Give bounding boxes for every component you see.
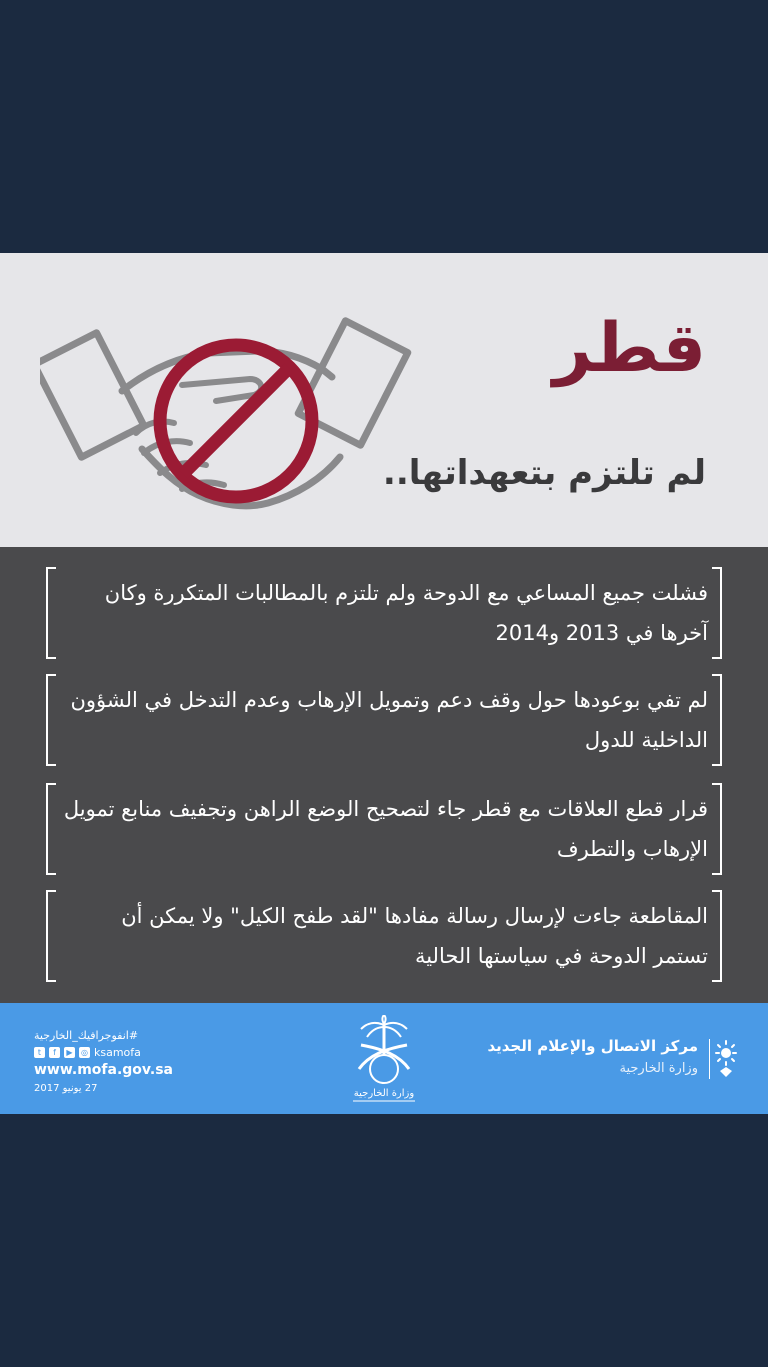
footer-divider <box>709 1039 710 1079</box>
center-name: مركز الاتصال والإعلام الجديد <box>487 1037 698 1055</box>
list-item <box>46 674 722 766</box>
hashtag: #انفوجرافيك_الخارجية <box>34 1029 139 1042</box>
emblem-caption: وزارة الخارجية <box>353 1088 415 1099</box>
points-section <box>0 547 768 1003</box>
facebook-icon[interactable]: f <box>49 1047 60 1058</box>
bottom-letterbox <box>0 1114 768 1367</box>
saudi-emblem-icon <box>345 1015 423 1105</box>
header-subtitle: لم تلتزم بتعهداتها.. <box>382 453 706 493</box>
footer-section <box>0 1003 768 1114</box>
sun-logo-icon <box>714 1039 738 1079</box>
point-text: لم تفي بوعودها حول وقف دعم وتمويل الإرهاب وعدم التدخل في الشؤون الداخلية للدول <box>70 688 708 752</box>
list-item <box>46 783 722 875</box>
header-title: قطر <box>552 309 706 388</box>
point-text: المقاطعة جاءت لإرسال رسالة مفادها "لقد طفح الكيل" ولا يمكن أن تستمر الدوحة في سياستها الحالية <box>121 904 708 968</box>
handshake-prohibited-icon <box>40 273 430 533</box>
publish-date: 27 يونيو 2017 <box>34 1083 98 1094</box>
ministry-name: وزارة الخارجية <box>619 1061 698 1076</box>
footer-contact <box>34 1029 173 1094</box>
website-link[interactable]: www.mofa.gov.sa <box>34 1062 174 1078</box>
instagram-icon[interactable]: ◎ <box>79 1047 90 1058</box>
twitter-icon[interactable]: t <box>34 1047 45 1058</box>
point-text: فشلت جميع المساعي مع الدوحة ولم تلتزم بالمطالبات المتكررة وكان آخرها في 2013 و2014 <box>104 581 708 645</box>
point-text: قرار قطع العلاقات مع قطر جاء لتصحيح الوضع الراهن وتجفيف منابع تمويل الإرهاب والتطرف <box>63 797 708 861</box>
social-handle: ksamofa <box>94 1046 141 1059</box>
list-item <box>46 890 722 982</box>
footer-org <box>487 1037 698 1076</box>
header-section <box>0 253 768 547</box>
list-item <box>46 567 722 659</box>
social-links <box>34 1046 173 1059</box>
top-letterbox <box>0 0 768 253</box>
youtube-icon[interactable]: ▶ <box>64 1047 75 1058</box>
